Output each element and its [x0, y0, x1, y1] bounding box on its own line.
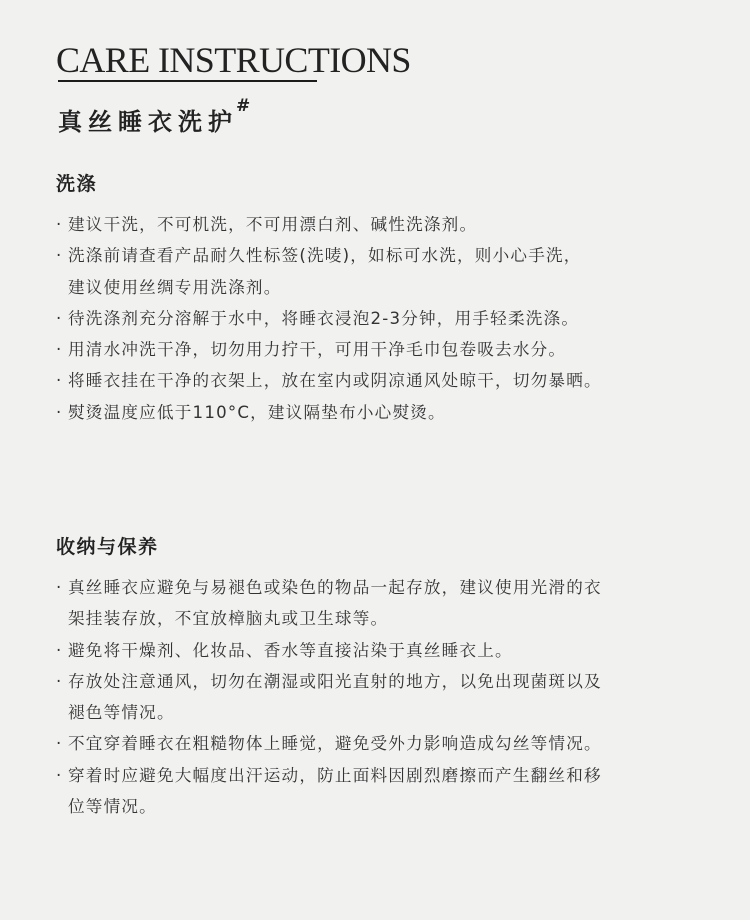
- bullet-dot: ·: [56, 340, 63, 360]
- title-chinese: [58, 96, 250, 142]
- bullet-dot: ·: [56, 578, 63, 597]
- bullet-dot: ·: [56, 640, 63, 660]
- list-item: [56, 334, 706, 365]
- list-item-text: 建议干洗，不可机洗，不可用漂白剂、碱性洗涤剂。: [68, 215, 478, 234]
- bullet-dot: ·: [56, 371, 63, 391]
- bullet-dot: ·: [56, 765, 63, 785]
- title-underline: [58, 80, 317, 82]
- list-item-text: 用清水冲洗干净，切勿用力拧干，可用干净毛巾包卷吸去水分。: [68, 340, 567, 360]
- bullet-dot: ·: [56, 246, 63, 266]
- section-title-washing: 洗涤: [56, 173, 98, 195]
- list-item: [56, 760, 706, 823]
- list-item-text: 不宜穿着睡衣在粗糙物体上睡觉，避免受外力影响造成勾丝等情况。: [68, 734, 602, 754]
- list-item-text: 熨烫温度应低于110°C，建议隔垫布小心熨烫。: [68, 402, 446, 422]
- bullet-dot: ·: [56, 734, 63, 754]
- list-item: [56, 397, 706, 428]
- list-item: [56, 666, 706, 729]
- list-item: [56, 635, 706, 666]
- list-item-text: 穿着时应避免大幅度出汗运动，防止面料因剧烈磨擦而产生翻丝和移 位等情况。: [68, 765, 602, 817]
- list-item: [56, 303, 706, 334]
- list-item: [56, 365, 706, 396]
- storage-list: [56, 572, 706, 822]
- list-item: [56, 240, 706, 303]
- list-item: [56, 209, 706, 240]
- list-item-text: 避免将干燥剂、化妆品、香水等直接沾染于真丝睡衣上。: [68, 640, 513, 660]
- title-chinese-text: 真丝睡衣洗护: [58, 108, 238, 136]
- bullet-dot: ·: [56, 215, 63, 234]
- section-title-storage: 收纳与保养: [56, 536, 159, 558]
- washing-list: [56, 209, 706, 428]
- list-item-text: 洗涤前请查看产品耐久性标签(洗唛)，如标可水洗，则小心手洗， 建议使用丝绸专用洗涤剂。: [68, 246, 582, 297]
- bullet-dot: ·: [56, 308, 63, 328]
- list-item: [56, 728, 706, 759]
- title-english: CARE INSTRUCTIONS: [56, 40, 411, 80]
- list-item-text: 存放处注意通风，切勿在潮湿或阳光直射的地方，以免出现菌斑以及 褪色等情况。: [68, 671, 602, 723]
- bullet-dot: ·: [56, 402, 63, 422]
- list-item-text: 待洗涤剂充分溶解于水中，将睡衣浸泡2-3分钟，用手轻柔洗涤。: [68, 308, 580, 328]
- list-item-text: 真丝睡衣应避免与易褪色或染色的物品一起存放，建议使用光滑的衣 架挂装存放，不宜放樟脑丸或卫生球等。: [68, 578, 602, 629]
- list-item: [56, 572, 706, 635]
- bullet-dot: ·: [56, 671, 63, 691]
- title-mark: #: [236, 96, 251, 116]
- list-item-text: 将睡衣挂在干净的衣架上，放在室内或阴凉通风处晾干，切勿暴晒。: [68, 371, 602, 391]
